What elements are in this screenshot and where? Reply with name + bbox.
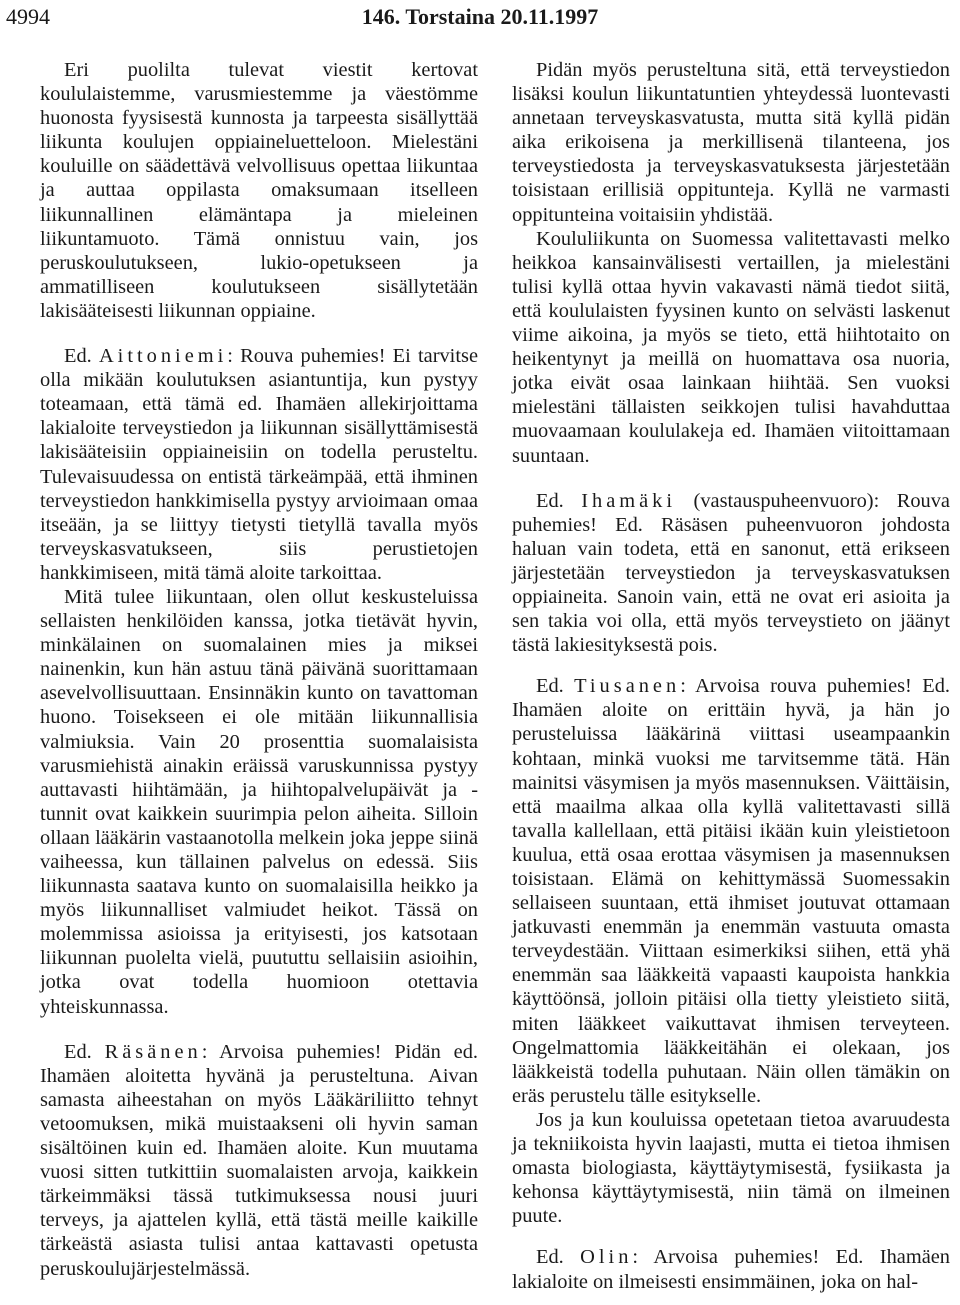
title-prefix: Ed. (64, 345, 99, 368)
speech-rasanen (40, 1040, 478, 1281)
title-prefix: Ed. (536, 675, 575, 698)
paragraph: Mitä tulee liikuntaan, olen ollut keskusteluissa sellaisten henkilöiden kanssa, jotka tietävät hyvin, minkälainen on suomalainen mies ja miksei nainenkin, kun hän astuu tänä päivänä suorittamaan asevelvollisuuttaan. Ensinnäkin kunto on tavattoman huono. Toisekseen ei ole mitään liikunnallisia valmiuksia. Vain 20 prosenttia suomalaisista varusmiehistä ainakin eräissä varuskunnissa pystyy auttavasti hiihtämään, ja hiihtopalvelupäivät ja -tunnit ovat kaikkein suurimpia pelon aiheita. Silloin ollaan lääkärin vastaanotolla melkein joka jeppe siinä vaiheessa, kun tällainen palvelus on edessä. Siis liikunnasta saatava kunto on suomalaisilla heikko ja myös liikunnalliset valmiudet heikot. Tässä on molemmissa asioissa ja erityisesti, jos katsotaan liikunnan puolelta vielä, puututtu sellaisiin asioihin, jotka ovat todella huomioon otettavia yhteiskunnassa. (40, 585, 478, 1018)
speech-text: : Arvoisa puhemies! Ed. Ihamäen lakialoite on ilmeisesti ensimmäinen, joka on hal- (512, 1246, 950, 1293)
speech-olin (512, 1245, 950, 1293)
session-title: 146. Torstaina 20.11.1997 (361, 4, 599, 29)
paragraph: Koululiikunta on Suomessa valitettavasti melko heikkoa kansainvälisesti vertaillen, ja mielestäni tulisi kyllä ottaa hyvin vakavasti nämä tiedot siitä, että koululaisten fyysinen kunto on selvästi laskenut viime aikoina, ja myös se tieto, että hiihtotaito on heikentynyt ja meillä on huomattava osa nuoria, jotka eivät osaa lainkaan hiihtää. Sen vuoksi mielestäni tällaisten seikkojen tulisi havahduttaa muovaamaan koululakeja ed. Ihamäen viitoittamaan suuntaan. (512, 227, 950, 467)
speech-ihamaki (512, 489, 950, 658)
page-header (6, 4, 954, 34)
title-prefix: Ed. (536, 1246, 581, 1269)
speech-tiusanen (512, 674, 950, 1108)
speech-text: : Arvoisa rouva puhemies! Ed. Ihamäen aloite on erittäin hyvä, ja hän jo perusteluissa lääkärinä viittasi useampaankin kohtaan, minkä vuoksi me tarvitsemme tätä. Hän mainitsi väsymisen ja myös masennuksen. Väittäisin, että maailma alkaa olla kyllä valitettavasti sillä tavalla kallellaan, että pitäisi ikään kuin yleistietoon kuulua, että osaa erottaa väsymisen ja masennuksen toisistaan. Elämä on kehittymässä Suomessakin sellaiseen suuntaan, että ihmiset joutuvat ottamaan jatkuvasti enemmän ja enemmän vastuuta omasta terveydestään. Viittaan esimerkiksi siihen, että yhä enemmän saa lääkkeitä vapaasti kaupoista hankkia käyttöönsä, jolloin pitäisi olla tietty yleistieto siitä, miten lääkkeet vaikuttavat ihmisen terveyteen. Ongelmattomia lääkkeitähän ei olekaan, jos lääkkeistä todella puhutaan. Näin ollen tämäkin on eräs perustelu tälle esitykselle. (512, 675, 950, 1107)
speaker-name: Olin (580, 1246, 633, 1269)
title-prefix: Ed. (536, 489, 582, 512)
speech-text: (vastauspuheenvuoro): Rouva puhemies! Ed. Räsäsen puheenvuoron johdosta haluan vain todeta, että en sanonut, että erikseen järjestetään terveystiedon ja terveyskasvatuksen oppiaineita. Sanoin vain, että ne ovat eri asioita ja sen takia voi olla, että myös terveystieto on jäänyt tästä lakiesityksestä pois. (512, 489, 950, 657)
speaker-name: Tiusanen (574, 675, 681, 698)
paragraph: Pidän myös perusteltuna sitä, että terveystiedon lisäksi koulun liikuntatuntien yhteydessä luontevasti annetaan terveyskasvatusta, mutta sitä kyllä pidän aika erikoisena ja merkillisenä tilanteena, jos terveystiedosta ja terveyskasvatuksesta järjestetään toisistaan erillisiä oppitunteja. Kyllä ne varmasti oppitunteina voitaisiin yhdistää. (512, 59, 950, 226)
title-prefix: Ed. (64, 1040, 105, 1063)
speaker-name: Ihamäki (581, 489, 677, 512)
speaker-name: Räsänen (104, 1040, 202, 1063)
speech-text: : Arvoisa puhemies! Pidän ed. Ihamäen aloitetta hyvänä ja perusteltuna. Aivan samasta aiheestahan on myös Lääkäriliitto tehnyt vetoomuksen, mikä muistaakseni oli hyvin saman sisältöinen kuin ed. Ihamäen aloite. Kun muutama vuosi sitten tutkittiin suomalaisten arvoja, kaikkein tärkeimmäksi tässä tutkimuksessa nousi juuri terveys, ja ajattelen kyllä, että tästä meille kaikille tärkeästä asiasta tulisi antaa kattavasti opetusta peruskoulujärjestelmässä. (40, 1040, 478, 1280)
right-column (512, 58, 950, 1294)
paragraph: Eri puolilta tulevat viestit kertovat koululaistemme, varusmiestemme ja väestömme huonosta fyysisestä kunnosta ja tarpeesta sisällyttää liikunta koulujen oppiaineluetteloon. Mielestäni kouluille on säädettävä velvollisuus opettaa liikuntaa ja auttaa oppilasta omaksumaan itselleen liikunnallinen elämäntapa ja mieleinen liikuntamuoto. Tämä onnistuu vain, jos peruskoulutukseen, lukio-opetukseen ja ammatilliseen koulutukseen sisällytetään lakisääteisesti liikunnan oppiaine. (40, 59, 478, 322)
speech-text: : Rouva puhemies! Ei tarvitse olla mikään koulutuksen asiantuntija, kun pystyy toteamaan, että tämä ed. Ihamäen allekirjoittama lakialoite terveystiedon ja liikunnan sisällyttämisestä lakisääteisiin oppiaineisiin on todella perusteltu. Tulevaisuudessa on entistä tärkeämpää, että ihminen terveystiedon hankkimisella pystyy arvioimaan omaa itseään, ja se liittyy tietysti tietyllä tavalla myös terveyskasvatukseen, siis perustietojen hankkimiseen, mitä tämä aloite tarkoittaa. (40, 345, 478, 584)
page-number: 4994 (6, 4, 50, 29)
speech-aittoniemi (40, 344, 478, 585)
left-column (40, 58, 478, 1281)
speaker-name: Aittoniemi (98, 345, 228, 368)
paragraph: Jos ja kun kouluissa opetetaan tietoa avaruudesta ja tekniikoista hyvin laajasti, mutta ei tietoa ihmisen omasta biologiasta, käyttäytymisestä, fysiikasta ja kehonsa käyttäytymisestä, niin tämä on ilmeinen puute. (512, 1108, 950, 1228)
